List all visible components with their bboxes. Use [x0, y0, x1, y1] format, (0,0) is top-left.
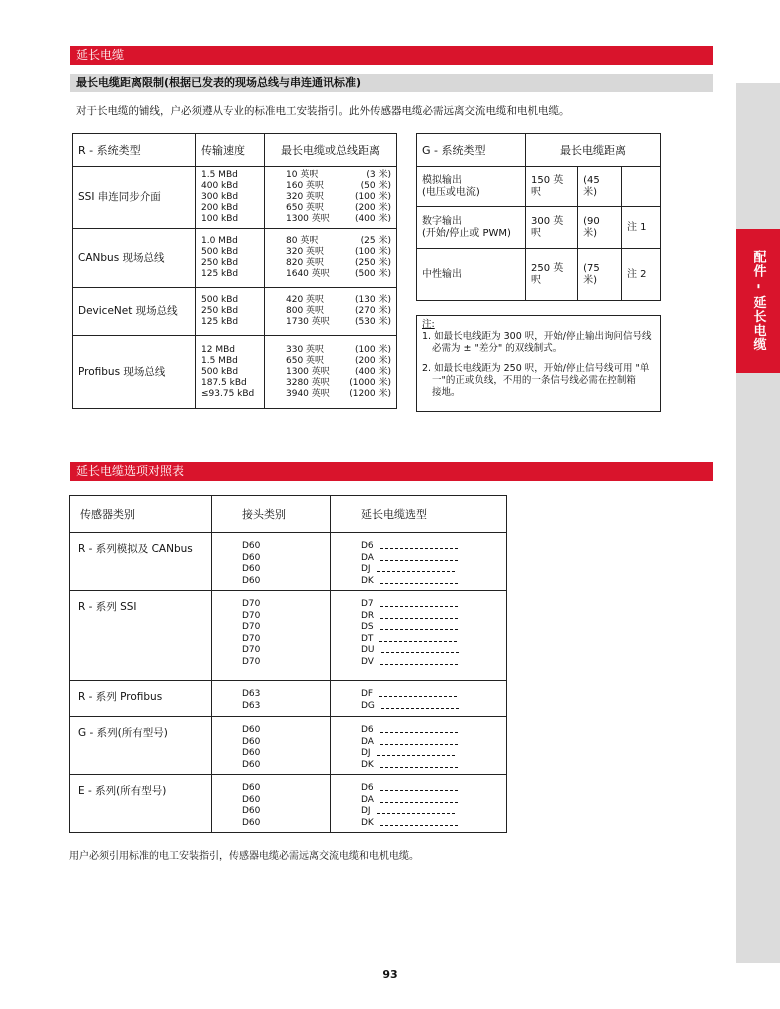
- distance-feet: 330 英呎: [286, 344, 325, 355]
- sensor-type-cell: R - 系列 SSI: [70, 591, 212, 681]
- fill-in-blank: [381, 652, 459, 653]
- rate-cell: [196, 229, 265, 288]
- table-row: [73, 288, 397, 336]
- distance-meters: (530 米): [354, 317, 391, 327]
- table-row: [73, 167, 397, 229]
- note-ref: [622, 167, 661, 207]
- fill-in-blank: [380, 664, 458, 665]
- note-2-line: 2. 如最长电线距为 250 呎，开始/停止信号线可用 "单: [422, 363, 650, 374]
- rate-value: 125 kBd: [201, 269, 239, 279]
- fill-in-blank: [380, 618, 458, 619]
- connector-cell: [212, 775, 331, 833]
- rate-value: 500 kBd: [201, 247, 239, 257]
- side-tab-label: 配件 - 延长电缆: [750, 250, 766, 352]
- header-sensor-type: 传感器类别: [70, 496, 212, 533]
- distance-feet: 650 英呎: [286, 355, 325, 366]
- header-cable-model: 延长电缆选型: [331, 496, 507, 533]
- connector-cell: [212, 591, 331, 681]
- distance-feet: 650 英呎: [286, 203, 325, 213]
- notes-title: 注:: [422, 319, 435, 330]
- cable-code: DJ: [361, 564, 371, 574]
- connector-value: D60: [242, 552, 261, 563]
- g-type-cell: [417, 167, 526, 207]
- r-type-cell: CANbus 现场总线: [73, 229, 196, 288]
- sensor-type-cell: R - 系列 Profibus: [70, 681, 212, 717]
- table-row: [70, 717, 507, 775]
- table-row: [70, 775, 507, 833]
- r-type-cell: SSI 串连同步介面: [73, 167, 196, 229]
- cable-code: D6: [361, 541, 374, 551]
- note-ref: 注 2: [622, 249, 661, 301]
- cable-code: DK: [361, 575, 374, 586]
- table-row: [73, 336, 397, 409]
- g-type-line: (开始/停止或 PWM): [422, 227, 511, 239]
- distance-meters: (90 米): [578, 207, 622, 249]
- distance-meters: (75 米): [578, 249, 622, 301]
- distance-meters: (400 米): [354, 214, 391, 224]
- rate-value: 1.0 MBd: [201, 236, 238, 246]
- cable-code: DA: [361, 552, 374, 563]
- fill-in-blank: [380, 790, 458, 791]
- cable-cell: [331, 533, 507, 591]
- cable-cell: [331, 591, 507, 681]
- distance-meters: (400 米): [354, 366, 391, 377]
- distance-feet: 800 英呎: [286, 306, 325, 316]
- note-2-line: 接地。: [432, 387, 461, 398]
- connector-cell: [212, 533, 331, 591]
- distance-feet: 320 英呎: [286, 192, 325, 202]
- fill-in-blank: [377, 571, 455, 572]
- distance-feet: 10 英呎: [286, 170, 319, 180]
- distance-feet: 820 英呎: [286, 258, 325, 268]
- note-ref: 注 1: [622, 207, 661, 249]
- g-type-cell: [417, 207, 526, 249]
- table-header-row: [70, 496, 507, 533]
- rate-cell: [196, 288, 265, 336]
- distance-cell: [265, 229, 397, 288]
- cable-code: DA: [361, 794, 374, 805]
- cable-cell: [331, 775, 507, 833]
- cable-code: DG: [361, 700, 375, 711]
- distance-meters: (500 米): [354, 269, 391, 279]
- fill-in-blank: [377, 813, 455, 814]
- distance-meters: (200 米): [354, 203, 391, 213]
- cable-options-table: [69, 495, 507, 833]
- header-g-type: G - 系统类型: [417, 134, 526, 167]
- cable-code: DR: [361, 610, 375, 621]
- distance-meters: (100 米): [354, 344, 391, 355]
- intro-text: 对于长电缆的铺线，户必须遵从专业的标准电工安装指引。此外传感器电缆必需远离交流电缆和电机电缆。: [76, 105, 570, 117]
- fill-in-blank: [380, 825, 458, 826]
- rate-value: 187.5 kBd: [201, 377, 247, 388]
- table-header-row: [417, 134, 661, 167]
- connector-value: D60: [242, 759, 261, 770]
- notes-box: [416, 315, 661, 412]
- distance-meters: (270 米): [354, 306, 391, 316]
- distance-feet: 250 英呎: [526, 249, 578, 301]
- distance-feet: 300 英呎: [526, 207, 578, 249]
- distance-feet: 3280 英呎: [286, 377, 330, 388]
- connector-value: D60: [242, 817, 261, 828]
- rate-value: 12 MBd: [201, 344, 235, 355]
- connector-value: D60: [242, 575, 261, 586]
- fill-in-blank: [377, 755, 455, 756]
- distance-meters: (1200 米): [349, 388, 391, 399]
- sensor-type-cell: E - 系列(所有型号): [70, 775, 212, 833]
- r-type-cell: DeviceNet 现场总线: [73, 288, 196, 336]
- connector-value: D63: [242, 700, 261, 711]
- distance-feet: 1300 英呎: [286, 366, 330, 377]
- connector-value: D60: [242, 806, 261, 816]
- distance-meters: (50 米): [360, 181, 391, 191]
- connector-value: D70: [242, 599, 261, 609]
- fill-in-blank: [379, 641, 457, 642]
- connector-cell: [212, 681, 331, 717]
- table-row: [70, 681, 507, 717]
- table-row: [70, 533, 507, 591]
- connector-value: D60: [242, 736, 261, 747]
- connector-value: D60: [242, 783, 261, 793]
- fill-in-blank: [381, 708, 459, 709]
- distance-meters: (200 米): [354, 355, 391, 366]
- g-system-distance-table: [416, 133, 661, 301]
- distance-meters: (25 米): [360, 236, 391, 246]
- distance-feet: 150 英呎: [526, 167, 578, 207]
- g-type-line: 数字输出: [422, 215, 462, 227]
- fill-in-blank: [380, 802, 458, 803]
- rate-value: 500 kBd: [201, 295, 239, 305]
- rate-value: 1.5 MBd: [201, 170, 238, 180]
- table-row: [417, 167, 661, 207]
- distance-cell: [265, 336, 397, 409]
- distance-feet: 1300 英呎: [286, 214, 330, 224]
- note-1-line: 必需为 ± "差分" 的双线制式。: [432, 343, 563, 354]
- table-row: [73, 229, 397, 288]
- cable-cell: [331, 681, 507, 717]
- connector-value: D60: [242, 564, 261, 574]
- rate-value: 250 kBd: [201, 258, 239, 268]
- header-r-type: R - 系统类型: [73, 134, 196, 167]
- footer-note: 用户必须引用标准的电工安装指引，传感器电缆必需远离交流电缆和电机电缆。: [69, 851, 419, 862]
- g-type-line: (电压或电流): [422, 186, 480, 198]
- connector-value: D70: [242, 645, 261, 655]
- rate-value: 200 kBd: [201, 203, 239, 213]
- rate-value: 300 kBd: [201, 192, 239, 202]
- rate-value: 500 kBd: [201, 366, 239, 377]
- cable-code: DK: [361, 817, 374, 828]
- section-subtitle-max-distance: 最长电缆距离限制(根据已发表的现场总线与串连通讯标准): [70, 74, 713, 92]
- distance-meters: (100 米): [354, 192, 391, 202]
- header-distance: 最长电缆或总线距离: [265, 134, 397, 167]
- rate-value: 100 kBd: [201, 214, 239, 224]
- cable-code: DJ: [361, 806, 371, 816]
- rate-cell: [196, 336, 265, 409]
- g-type-line: 模拟输出: [422, 174, 462, 186]
- g-type-line: 中性输出: [422, 268, 462, 280]
- distance-feet: 320 英呎: [286, 247, 325, 257]
- section-title-cable-options: 延长电缆选项对照表: [70, 462, 713, 481]
- distance-meters: (130 米): [354, 295, 391, 305]
- fill-in-blank: [380, 629, 458, 630]
- table-row: [70, 591, 507, 681]
- fill-in-blank: [380, 560, 458, 561]
- r-type-cell: Profibus 现场总线: [73, 336, 196, 409]
- rate-value: 400 kBd: [201, 181, 239, 191]
- rate-value: ≤93.75 kBd: [201, 388, 255, 399]
- g-type-cell: [417, 249, 526, 301]
- side-tab: [736, 229, 780, 373]
- connector-value: D60: [242, 794, 261, 805]
- connector-value: D70: [242, 610, 261, 621]
- rate-value: 250 kBd: [201, 306, 239, 316]
- distance-feet: 420 英呎: [286, 295, 325, 305]
- cable-code: DJ: [361, 748, 371, 758]
- connector-value: D60: [242, 748, 261, 758]
- sensor-type-cell: G - 系列(所有型号): [70, 717, 212, 775]
- table-row: [417, 249, 661, 301]
- fill-in-blank: [380, 767, 458, 768]
- connector-value: D70: [242, 633, 261, 644]
- fill-in-blank: [380, 583, 458, 584]
- cable-code: DA: [361, 736, 374, 747]
- fill-in-blank: [380, 606, 458, 607]
- cable-code: DF: [361, 689, 374, 699]
- fill-in-blank: [380, 744, 458, 745]
- cable-code: DV: [361, 656, 374, 667]
- cable-code: D7: [361, 599, 374, 609]
- table-header-row: [73, 134, 397, 167]
- distance-feet: 1730 英呎: [286, 317, 330, 327]
- side-gray-strip: [736, 83, 780, 963]
- distance-cell: [265, 167, 397, 229]
- connector-value: D70: [242, 656, 261, 667]
- cable-code: DK: [361, 759, 374, 770]
- rate-cell: [196, 167, 265, 229]
- connector-cell: [212, 717, 331, 775]
- cable-code: DS: [361, 622, 374, 632]
- rate-value: 1.5 MBd: [201, 355, 238, 366]
- connector-value: D63: [242, 689, 261, 699]
- fill-in-blank: [379, 696, 457, 697]
- cable-code: D6: [361, 783, 374, 793]
- sensor-type-cell: R - 系列模拟及 CANbus: [70, 533, 212, 591]
- distance-feet: 1640 英呎: [286, 269, 330, 279]
- cable-code: D6: [361, 725, 374, 735]
- header-rate: 传输速度: [196, 134, 265, 167]
- distance-meters: (3 米): [366, 170, 391, 180]
- note-2-line: 一"的正或负线，不用的一条信号线必需在控制箱: [432, 375, 636, 386]
- r-system-distance-table: [72, 133, 397, 409]
- rate-value: 125 kBd: [201, 317, 239, 327]
- cable-code: DT: [361, 633, 374, 644]
- table-row: [417, 207, 661, 249]
- section-title-extension-cable: 延长电缆: [70, 46, 713, 65]
- cable-cell: [331, 717, 507, 775]
- fill-in-blank: [380, 732, 458, 733]
- distance-cell: [265, 288, 397, 336]
- page-number: 93: [382, 968, 398, 981]
- distance-meters: (250 米): [354, 258, 391, 268]
- distance-meters: (45 米): [578, 167, 622, 207]
- distance-feet: 160 英呎: [286, 181, 325, 191]
- connector-value: D70: [242, 622, 261, 632]
- connector-value: D60: [242, 725, 261, 735]
- note-1-line: 1. 如最长电线距为 300 呎，开始/停止输出询问信号线: [422, 331, 652, 342]
- distance-feet: 80 英呎: [286, 236, 319, 246]
- header-connector-type: 接头类别: [212, 496, 331, 533]
- connector-value: D60: [242, 541, 261, 551]
- fill-in-blank: [380, 548, 458, 549]
- distance-feet: 3940 英呎: [286, 388, 330, 399]
- distance-meters: (1000 米): [349, 377, 391, 388]
- header-max-distance: 最长电缆距离: [526, 134, 661, 167]
- cable-code: DU: [361, 645, 375, 655]
- distance-meters: (100 米): [354, 247, 391, 257]
